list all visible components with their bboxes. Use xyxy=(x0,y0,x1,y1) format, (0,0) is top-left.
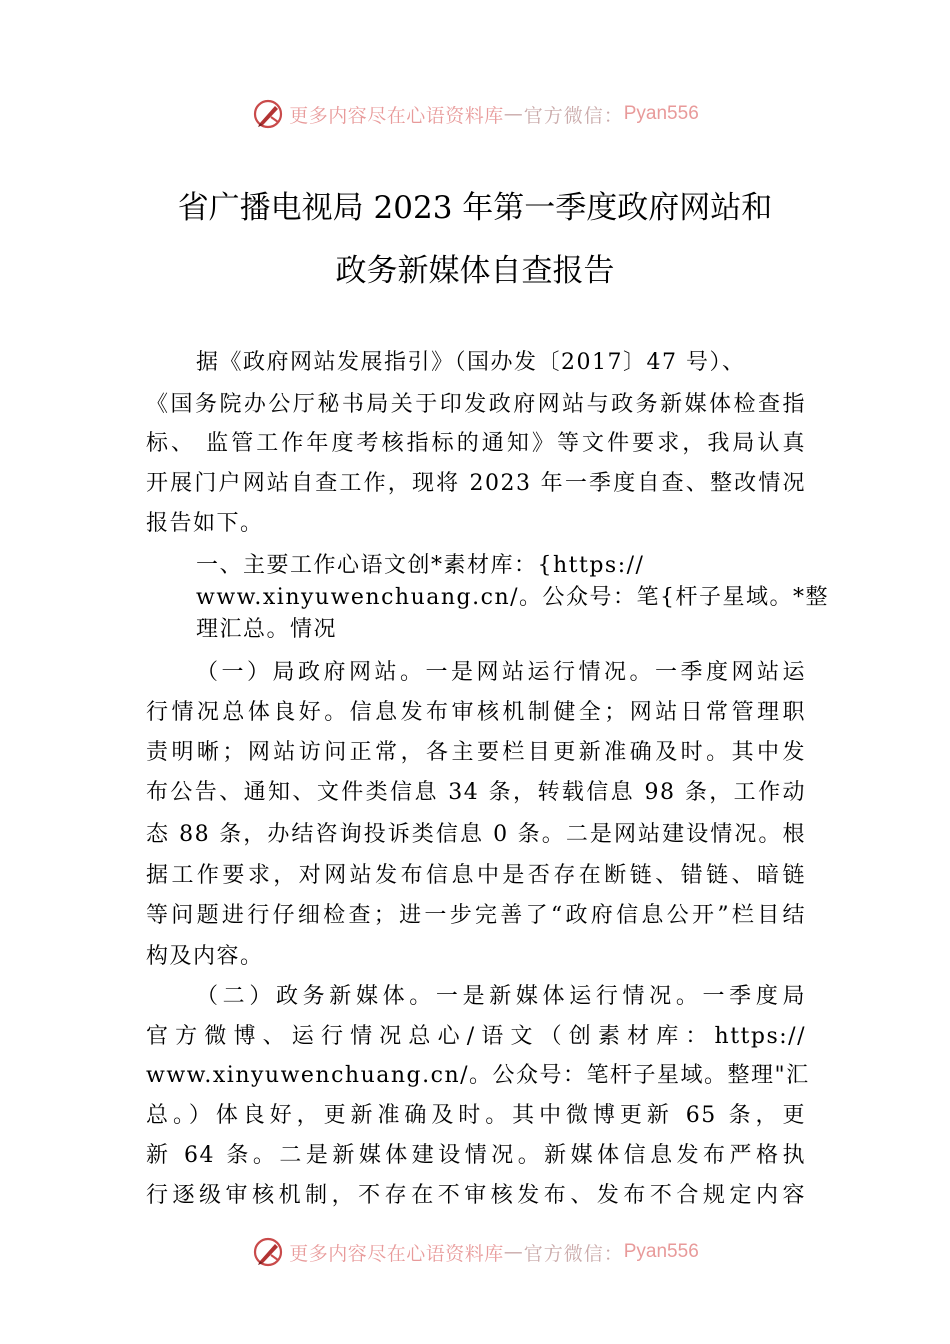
watermark-separator: — xyxy=(503,1241,524,1263)
body-line: 报告如下。 xyxy=(146,511,264,536)
body-line: 责明晰；网站访问正常，各主要栏目更新准确及时。其中发 xyxy=(146,740,806,765)
body-line: 新 64 条。二是新媒体建设情况。新媒体信息发布严格执 xyxy=(146,1143,806,1168)
body-line: 据《政府网站发展指引》（国办发〔2017〕47 号）、 xyxy=(196,350,746,375)
watermark-text: 更多内容尽在心语资料库 xyxy=(289,1242,504,1265)
body-line: 总。）体良好，更新准确及时。其中微博更新 65 条，更 xyxy=(146,1103,806,1128)
body-line: www.xinyuwenchuang.cn/。公众号：笔{杆子星域。*整 xyxy=(196,585,830,610)
pen-logo-icon xyxy=(251,1235,285,1269)
body-line: 等问题进行仔细检查；进一步完善了“政府信息公开”栏目结 xyxy=(146,903,806,928)
watermark-suffix: 官方微信： xyxy=(523,104,624,127)
pen-logo-icon xyxy=(251,97,285,131)
body-line: 行逐级审核机制，不存在不审核发布、发布不合规定内容 xyxy=(146,1183,806,1208)
body-line: 开展门户网站自查工作，现将 2023 年一季度自查、整改情况 xyxy=(146,471,806,496)
watermark-wechat-id: Pyan556 xyxy=(623,103,699,124)
body-line: www.xinyuwenchuang.cn/。公众号：笔杆子星域。整理"汇 xyxy=(146,1063,810,1088)
body-line: 布公告、通知、文件类信息 34 条，转载信息 98 条，工作动 xyxy=(146,780,806,805)
watermark-separator: — xyxy=(503,103,524,125)
body-line: 一、主要工作心语文创*素材库：{https:// xyxy=(196,553,645,578)
watermark-suffix: 官方微信： xyxy=(523,1242,624,1265)
body-line: 态 88 条，办结咨询投诉类信息 0 条。二是网站建设情况。根 xyxy=(146,822,806,847)
body-line: 据工作要求，对网站发布信息中是否存在断链、错链、暗链 xyxy=(146,863,806,888)
body-line: （一）局政府网站。一是网站运行情况。一季度网站运 xyxy=(196,660,806,685)
body-line: （二）政务新媒体。一是新媒体运行情况。一季度局 xyxy=(196,984,806,1009)
document-title-line-1: 省广播电视局 2023 年第一季度政府网站和 xyxy=(177,190,773,226)
document-title-line-2: 政务新媒体自查报告 xyxy=(335,253,615,289)
body-line: 标、 监管工作年度考核指标的通知》等文件要求，我局认真 xyxy=(146,431,806,456)
watermark-banner-bottom xyxy=(0,1232,950,1272)
body-line: 构及内容。 xyxy=(146,944,264,969)
watermark-text: 更多内容尽在心语资料库 xyxy=(289,104,504,127)
watermark-wechat-id: Pyan556 xyxy=(623,1241,699,1262)
body-line: 《国务院办公厅秘书局关于印发政府网站与政务新媒体检查指 xyxy=(146,392,806,417)
watermark-banner-top xyxy=(0,94,950,134)
body-line: 行情况总体良好。信息发布审核机制健全；网站日常管理职 xyxy=(146,700,806,725)
body-line: 官方微博、运行情况总心/语文（创素材库：https:// xyxy=(146,1024,806,1049)
body-line: 理汇总。情况 xyxy=(196,617,338,642)
